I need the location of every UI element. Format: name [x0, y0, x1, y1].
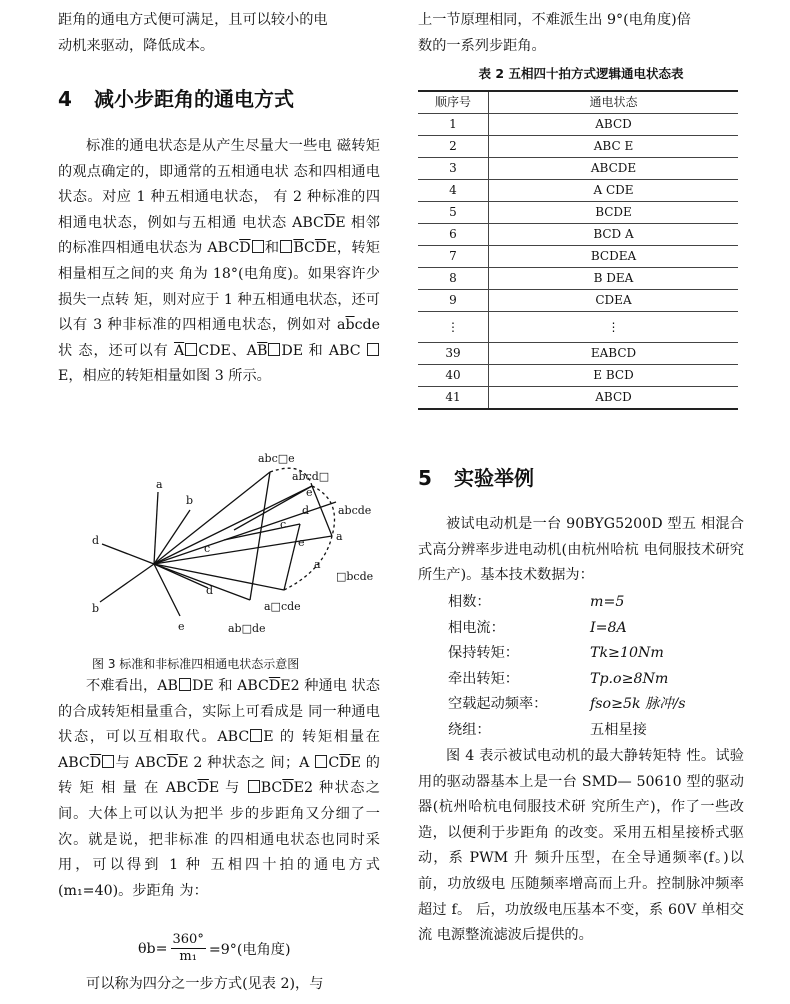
param-row — [448, 590, 686, 616]
table-row — [418, 158, 738, 180]
fig-label: a — [156, 478, 163, 491]
text-line: 可以称为四分之一步方式(见表 2)，与 — [86, 976, 324, 992]
energizing-state-cell: A CDE — [489, 180, 739, 202]
text-line: 被试电动机是一台 90BYG5200D 型五 — [446, 516, 697, 532]
fig-label: c — [280, 518, 287, 531]
blank-box-icon — [102, 755, 114, 768]
energizing-state-cell: BCDEA — [489, 246, 739, 268]
table-header-row — [418, 91, 738, 114]
vector-d-inner — [284, 524, 300, 590]
vector-d — [102, 544, 154, 564]
fig-label: e — [178, 620, 185, 633]
overlined-letter: $\overline{D}$ — [314, 240, 327, 257]
formula-fraction — [171, 932, 206, 965]
fig-label: d — [92, 534, 100, 547]
text-fragment: C — [271, 780, 283, 797]
energizing-state-cell: ABCD — [489, 387, 739, 410]
text-fragment: 态，还可以有 — [78, 342, 174, 359]
vector-abc-e — [154, 472, 270, 564]
table-row — [418, 268, 738, 290]
table-row — [418, 290, 738, 312]
fig-label: c — [204, 542, 211, 555]
fig-label: e — [306, 486, 313, 499]
fig-label: ab□de — [228, 622, 266, 635]
sequence-number-cell: 2 — [418, 136, 489, 158]
text-fragment: cde 状 — [58, 317, 380, 359]
text-line: 五相四十拍的通电方式(m₁=40)。步距角 — [58, 857, 380, 899]
param-key: 保持转矩： — [448, 645, 519, 661]
blank-box-icon — [248, 780, 260, 793]
table-row — [418, 312, 738, 343]
text-line: 性。试验用的驱动器基本上是一台 SMD— — [418, 748, 744, 790]
fig-label: abcd□ — [292, 470, 330, 483]
energizing-state-cell: ABC E — [489, 136, 739, 158]
text-line: 距角的通电方式便可满足，且可以较小的电 — [58, 12, 328, 28]
sequence-number-cell: 8 — [418, 268, 489, 290]
figure-3-caption: 图 3 标准和非标准四相通电状态示意图 — [92, 657, 300, 671]
param-key: 绕组： — [448, 721, 491, 738]
table-body — [418, 114, 738, 410]
text-fragment: ABC — [207, 240, 240, 257]
sequence-number-cell: 3 — [418, 158, 489, 180]
param-row — [448, 692, 686, 718]
vector-e-inner — [250, 472, 270, 600]
param-row — [448, 616, 686, 642]
vector-a — [154, 492, 158, 564]
sequence-number-cell: 6 — [418, 224, 489, 246]
param-row — [448, 641, 686, 667]
vector-abcd — [154, 486, 312, 564]
blank-box-icon — [280, 240, 292, 253]
overlined-letter: $\overline{b}$ — [345, 317, 355, 334]
text-line: 相混合式高分辨率步进电动机(由杭州哈杭 — [418, 516, 744, 558]
formula-denominator: m₁ — [179, 949, 197, 964]
formula-rhs: =9°(电角度) — [208, 941, 291, 958]
left-top-text — [58, 8, 380, 59]
energizing-state-cell: BCDE — [489, 202, 739, 224]
blank-box-icon — [315, 755, 327, 768]
vector-a-cde — [154, 564, 284, 590]
table-row — [418, 365, 738, 387]
table-row — [418, 343, 738, 365]
sequence-number-cell: 5 — [418, 202, 489, 224]
text-fragment: B — [260, 780, 272, 797]
section-title: 实验举例 — [454, 466, 534, 490]
text-fragment: E 的 转 矩 相 量 在 ABC — [58, 754, 380, 797]
sequence-number-cell: 40 — [418, 365, 489, 387]
text-line: 有 2 种标准的四相通电状态，例如与五相通 — [58, 189, 381, 231]
text-line: 数的一系列步距角。 — [418, 37, 546, 54]
vector-b — [100, 564, 154, 602]
blank-box-icon — [268, 343, 280, 356]
overlined-letter: $\overline{D}$ — [339, 754, 351, 771]
param-key: 相数： — [448, 594, 491, 610]
blank-box-icon — [252, 240, 264, 253]
text-fragment: DE 和 ABC — [191, 678, 269, 694]
table-row — [418, 202, 738, 224]
vector-bar-a — [312, 486, 332, 536]
text-line: 电源整流滤波后提供的。 — [436, 927, 593, 944]
fig-label: a□cde — [264, 600, 301, 613]
text-line: 50610 型的驱动器(杭州哈杭电伺服技术研 — [418, 773, 744, 816]
table-row — [418, 180, 738, 202]
table-row — [418, 114, 738, 136]
text-line: 状态的合成转矩相量重合，实际上可看成是 — [58, 678, 380, 720]
text-line: 电伺服技术研究所生产)。基本技术数据为： — [418, 541, 744, 584]
formula-numerator: 360° — [172, 932, 204, 947]
figure-3-vector-diagram — [74, 440, 394, 640]
fig-label: □bcde — [336, 570, 374, 583]
param-value: Tp.o≥8Nm — [590, 670, 669, 687]
fig-label: abc□e — [258, 452, 295, 465]
param-value: Tk≥10Nm — [590, 645, 664, 661]
overlined-letter: $\overline{D}$ — [166, 754, 179, 771]
text-fragment: 间；A — [270, 754, 315, 771]
overlined-letter: $\overline{A}$ — [173, 342, 185, 359]
table-row — [418, 387, 738, 410]
fig-label: e — [298, 536, 305, 549]
fig-label: abcde — [338, 504, 372, 517]
motor-parameters — [448, 590, 686, 743]
text-line: 压随频率增高而上升。控制脉冲频率超过 f。 — [418, 875, 744, 918]
text-fragment: 与 ABC — [115, 754, 167, 771]
text-fragment: CDE、A — [198, 342, 257, 359]
overlined-letter: $\overline{D}$ — [239, 240, 251, 257]
text-fragment: E，转矩相量相互之间的夹 — [58, 240, 380, 282]
text-fragment: E 的 — [263, 729, 296, 746]
text-fragment: DE 和 ABC — [281, 342, 361, 359]
text-line: 磁转矩的观点确定的，即通常的五相通电状 — [58, 138, 380, 180]
paragraph-nonstandard — [58, 674, 380, 904]
text-line: 角为 18°(电角度)。如果容许少损失一点转 — [58, 265, 380, 308]
sequence-number-cell: 39 — [418, 343, 489, 365]
table-row — [418, 246, 738, 268]
text-line: 频升压型，在全导通频率(f。)以前，功放级电 — [418, 850, 744, 892]
param-value: 五相星接 — [590, 721, 647, 738]
sequence-number-cell: 4 — [418, 180, 489, 202]
step-angle-formula — [138, 932, 291, 965]
energizing-state-cell: ABCD — [489, 114, 739, 136]
energizing-state-cell: EABCD — [489, 343, 739, 365]
overlined-letter: $\overline{D}$ — [268, 678, 281, 694]
table-header: 顺序号 — [418, 91, 489, 114]
text-line: 标准的通电状态是从产生尽量大一些电 — [86, 138, 333, 154]
param-row — [448, 718, 686, 744]
text-line: 后，功放级电压基本不变，系 60V 单相交流 — [418, 901, 744, 944]
fig-label: b — [92, 602, 100, 615]
text-line: 动机来驱动，降低成本。 — [58, 37, 215, 54]
right-top-text — [418, 8, 744, 59]
paragraph-driver — [418, 744, 744, 949]
text-fragment: 和 — [264, 240, 280, 257]
overlined-letter: $\overline{D}$ — [282, 780, 294, 797]
text-line: 矩，则对应于 1 种五相通电状态，还可以有 3 — [58, 291, 380, 334]
param-key: 牵出转矩： — [448, 670, 519, 687]
sequence-number-cell: ⋮ — [418, 312, 489, 343]
sequence-number-cell: 7 — [418, 246, 489, 268]
param-key: 相电流： — [448, 619, 505, 636]
text-line: 究所生产)，作了一些改造，以便利于步距角 — [418, 799, 744, 841]
text-fragment: E2 种状态之间。大体上可以认为把半 — [58, 780, 380, 822]
table-row — [418, 224, 738, 246]
text-fragment: E2 种通电 — [280, 678, 347, 694]
text-fragment: 不难看出，AB — [86, 678, 178, 694]
paragraph-last-line — [58, 972, 380, 998]
vector-b-bar — [154, 510, 190, 564]
energizing-state-cell: B DEA — [489, 268, 739, 290]
text-fragment: C — [328, 754, 340, 771]
fig-label: a — [336, 530, 343, 543]
text-fragment: 种非标准的四相通电状态，例如对 a — [107, 317, 346, 334]
fig-label: d — [206, 584, 214, 597]
overlined-letter: $\overline{D}$ — [197, 780, 209, 797]
energizing-state-cell: E BCD — [489, 365, 739, 387]
fig-label: d — [302, 504, 310, 517]
blank-box-icon — [179, 678, 191, 691]
param-key: 空载起动频率： — [448, 696, 548, 712]
overlined-letter: $\overline{D}$ — [89, 754, 102, 771]
section-number: 4 — [58, 87, 72, 111]
sequence-number-cell: 41 — [418, 387, 489, 410]
text-fragment: 电状态 ABC — [242, 214, 324, 231]
table-row — [418, 136, 738, 158]
sequence-number-cell: 1 — [418, 114, 489, 136]
text-fragment: 同一种通电状态，可以互相取代。ABC — [58, 703, 380, 746]
energizing-state-cell: ⋮ — [489, 312, 739, 343]
energizing-state-cell: CDEA — [489, 290, 739, 312]
text-line: 态和四相通电状态。对应 1 种五相通电状态， — [58, 163, 380, 206]
text-line: 上一节原理相同，不难派生出 9°(电角度)倍 — [418, 12, 691, 28]
formula-lhs: θb= — [138, 940, 168, 957]
overlined-letter: $\overline{B}$ — [293, 240, 305, 257]
text-line: 步的步距角又分细了一次。就是说，把非标准 — [58, 805, 380, 848]
param-value: m=5 — [590, 594, 625, 610]
section-title: 减小步距角的通电方式 — [94, 87, 294, 111]
fig-label: b — [186, 494, 194, 507]
text-fragment: E 与 — [208, 780, 241, 797]
section-4-heading — [58, 83, 294, 112]
param-value: fso≥5k 脉冲/s — [590, 696, 686, 712]
paragraph-experiment — [418, 512, 744, 589]
text-fragment: E 2 种状态之 — [178, 754, 266, 771]
text-fragment: 转矩相量在 ABC — [58, 729, 380, 771]
param-row — [448, 667, 686, 693]
energizing-state-cell: BCD A — [489, 224, 739, 246]
table-2-caption: 表 2 五相四十拍方式逻辑通电状态表 — [478, 66, 684, 81]
table-2 — [418, 90, 738, 410]
blank-box-icon — [185, 343, 197, 356]
vector-ab-de — [154, 564, 250, 600]
text-fragment: C — [304, 240, 315, 257]
overlined-letter: $\overline{B}$ — [256, 342, 268, 359]
fig-label: a — [314, 558, 321, 571]
table-header: 通电状态 — [489, 91, 739, 114]
energizing-state-cell: ABCDE — [489, 158, 739, 180]
sequence-number-cell: 9 — [418, 290, 489, 312]
vector-bcde — [154, 536, 332, 564]
blank-box-icon — [250, 729, 262, 742]
paragraph-standard-states — [58, 134, 380, 390]
table-2-block — [418, 58, 744, 410]
section-5-heading — [418, 462, 534, 491]
text-fragment: E 相邻的标准四相通电状态为 — [58, 214, 380, 257]
text-line: 为： — [179, 882, 208, 899]
text-fragment: E，相应的转矩相量如图 3 所示。 — [58, 368, 271, 385]
overlined-letter: $\overline{D}$ — [323, 214, 336, 231]
text-line: 图 4 表示被试电动机的最大静转矩特 — [446, 748, 682, 764]
param-value: I=8A — [590, 619, 627, 636]
text-line: 的改变。采用五相星接桥式驱动，系 PWM 升 — [418, 824, 744, 867]
blank-box-icon — [367, 343, 379, 356]
section-number: 5 — [418, 466, 432, 490]
text-line: 的四相通电状态也同时采用，可以得到 1 种 — [58, 831, 380, 874]
